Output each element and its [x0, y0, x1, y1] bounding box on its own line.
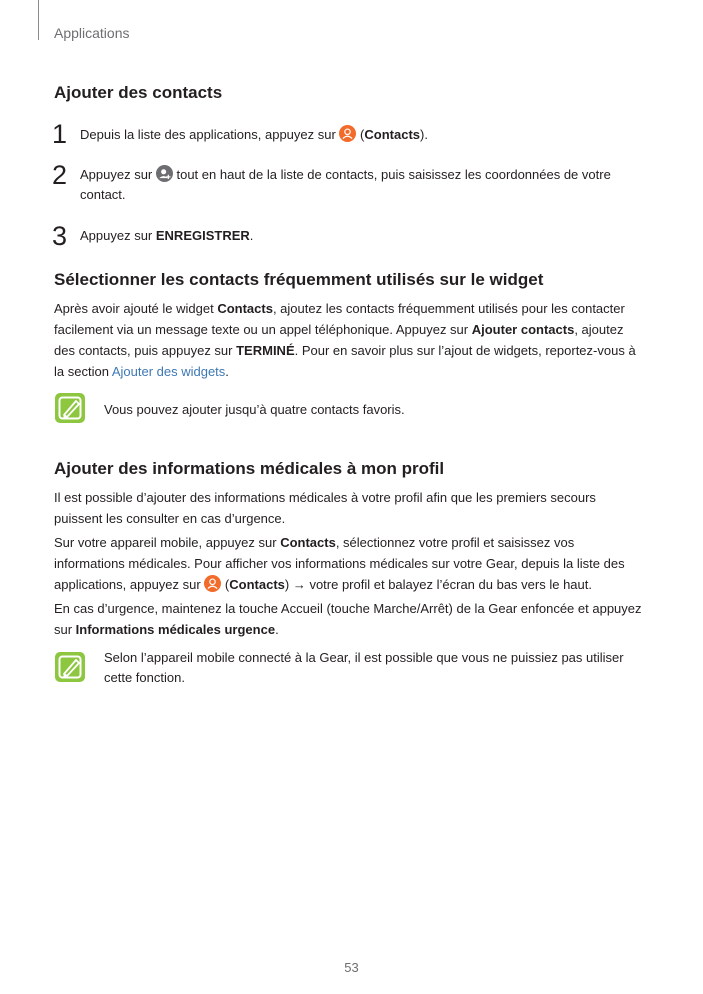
step-2: Appuyez sur tout en haut de la liste de contacts, puis saisissez les coordonnées de votre contact.: [80, 167, 611, 202]
contacts-app-icon: [204, 575, 221, 592]
step-3: Appuyez sur ENREGISTRER.: [80, 228, 254, 243]
note-icon: [54, 651, 86, 683]
section-title-widget: Sélectionner les contacts fréquemment utilisés sur le widget: [54, 270, 544, 289]
step-number-2: 2: [52, 160, 68, 190]
contacts-app-icon: [339, 125, 356, 142]
widget-paragraph: Après avoir ajouté le widget Contacts, ajoutez les contacts fréquemment utilisés pour les contacter facilement via un message texte ou un appel téléphonique. Appuyez sur Ajouter contacts, ajoutez des contacts, puis appuyez sur TERMINÉ. Pour en savoir plus sur l’ajout de widgets, reportez-vous à la section Ajouter des widgets.: [54, 301, 636, 379]
section-title-add-contacts: Ajouter des contacts: [54, 83, 223, 102]
step-number-3: 3: [52, 221, 68, 251]
header-rule: [38, 0, 39, 40]
medical-paragraph-2: Sur votre appareil mobile, appuyez sur Contacts, sélectionnez votre profil et saisissez vos informations médicales. Pour afficher vos informations médicales sur votre Gear, depuis la liste des applications, appuyez sur (Contacts) → votre profil et balayez l’écran du bas vers le haut.: [54, 535, 625, 592]
section-header: Applications: [54, 25, 130, 41]
add-widgets-link[interactable]: Ajouter des widgets: [111, 364, 226, 379]
note-icon: [54, 392, 86, 424]
note-text: Selon l’appareil mobile connecté à la Gear, il est possible que vous ne puissiez pas utiliser cette fonction.: [104, 650, 624, 685]
step-1: Depuis la liste des applications, appuyez sur (Contacts).: [80, 127, 428, 142]
page-number: 53: [344, 960, 359, 975]
note-text: Vous pouvez ajouter jusqu’à quatre contacts favoris.: [104, 402, 405, 417]
medical-paragraph-3: En cas d’urgence, maintenez la touche Accueil (touche Marche/Arrêt) de la Gear enfoncée et appuyez sur Informations médicales urgence.: [54, 601, 642, 637]
step-number-1: 1: [52, 119, 68, 149]
medical-paragraph-1: Il est possible d’ajouter des informations médicales à votre profil afin que les premiers secours puissent les consulter en cas d’urgence.: [54, 490, 596, 526]
section-title-medical-info: Ajouter des informations médicales à mon profil: [54, 459, 445, 478]
add-contact-icon: [156, 165, 173, 182]
